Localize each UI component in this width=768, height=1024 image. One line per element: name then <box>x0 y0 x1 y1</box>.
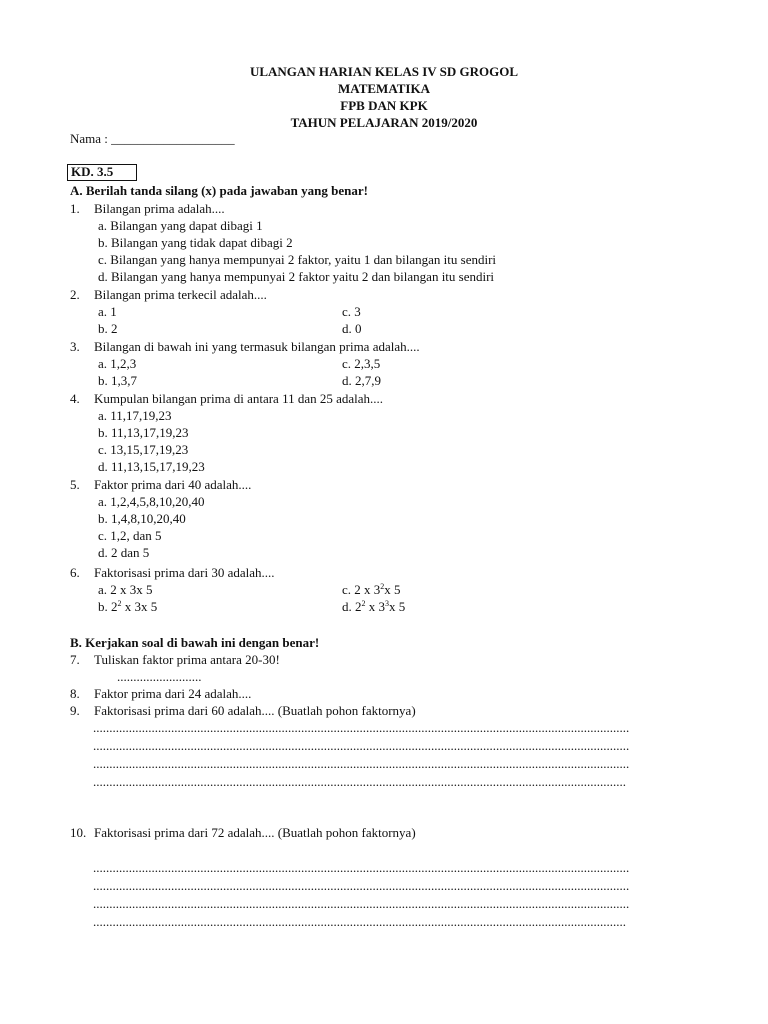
q5-text: Faktor prima dari 40 adalah.... <box>94 477 252 492</box>
q7-text: Tuliskan faktor prima antara 20-30! <box>94 652 280 667</box>
q5-option-b: b. 1,4,8,10,20,40 <box>98 511 186 526</box>
q3-option-d: d. 2,7,9 <box>342 373 381 388</box>
q10-answer-line-4: .................................................................................................................................................................... <box>93 914 626 929</box>
q1-option-a: a. Bilangan yang dapat dibagi 1 <box>98 218 263 233</box>
q9-number: 9. <box>70 703 80 718</box>
q6-b-post: x 3x 5 <box>121 599 158 614</box>
q4-option-b: b. 11,13,17,19,23 <box>98 425 189 440</box>
q1-option-b: b. Bilangan yang tidak dapat dibagi 2 <box>98 235 293 250</box>
q5-option-a: a. 1,2,4,5,8,10,20,40 <box>98 494 205 509</box>
q6-option-d <box>342 599 405 615</box>
kd-label: KD. 3.5 <box>71 164 114 179</box>
q6-b-pre: b. 2 <box>98 599 118 614</box>
q6-b-exp: 2 <box>117 599 122 608</box>
q6-c-exp: 2 <box>380 582 385 591</box>
nama-field: Nama : ___________________ <box>70 131 235 146</box>
q3-option-b: b. 1,3,7 <box>98 373 137 388</box>
q9-text: Faktorisasi prima dari 60 adalah.... (Buatlah pohon faktornya) <box>94 703 416 718</box>
q6-d-post: x 5 <box>389 599 406 614</box>
q3-text: Bilangan di bawah ini yang termasuk bilangan prima adalah.... <box>94 339 420 354</box>
q6-c-pre: c. 2 x 3 <box>342 582 381 597</box>
section-a-title: A. Berilah tanda silang (x) pada jawaban yang benar! <box>70 183 368 198</box>
q6-number: 6. <box>70 565 80 580</box>
q3-option-a: a. 1,2,3 <box>98 356 137 371</box>
q6-d-mid: x 3 <box>365 599 385 614</box>
section-b-title: B. Kerjakan soal di bawah ini dengan benar! <box>70 635 320 650</box>
q10-number: 10. <box>70 825 87 840</box>
q6-c-post: x 5 <box>384 582 401 597</box>
q1-option-c: c. Bilangan yang hanya mempunyai 2 faktor, yaitu 1 dan bilangan itu sendiri <box>98 252 497 267</box>
q10-answer-line-1: ..................................................................................................................................................................... <box>93 860 630 875</box>
q6-d-pre: d. 2 <box>342 599 362 614</box>
q9-answer-line-1: ..................................................................................................................................................................... <box>93 720 630 735</box>
q10-text: Faktorisasi prima dari 72 adalah.... (Buatlah pohon faktornya) <box>94 825 416 840</box>
q10-answer-line-2: ..................................................................................................................................................................... <box>93 878 630 893</box>
q2-option-c: c. 3 <box>342 304 361 319</box>
title-line-3: FPB DAN KPK <box>340 98 428 113</box>
q7-number: 7. <box>70 652 80 667</box>
q6-d-exp2: 3 <box>385 599 389 608</box>
q6-option-c <box>342 582 401 598</box>
q6-d-exp1: 2 <box>361 599 366 608</box>
kd-box <box>67 164 137 181</box>
q4-number: 4. <box>70 391 80 406</box>
q6-option-a: a. 2 x 3x 5 <box>98 582 153 597</box>
q5-option-d: d. 2 dan 5 <box>98 545 150 560</box>
q5-option-c: c. 1,2, dan 5 <box>98 528 162 543</box>
title-line-2: MATEMATIKA <box>338 81 430 96</box>
q3-number: 3. <box>70 339 80 354</box>
q7-answer-line: .......................... <box>117 669 202 684</box>
q4-text: Kumpulan bilangan prima di antara 11 dan 25 adalah.... <box>94 391 384 406</box>
q8-number: 8. <box>70 686 80 701</box>
q2-option-a: a. 1 <box>98 304 117 319</box>
q9-answer-line-4: .................................................................................................................................................................... <box>93 774 626 789</box>
q1-option-d: d. Bilangan yang hanya mempunyai 2 faktor yaitu 2 dan bilangan itu sendiri <box>98 269 495 284</box>
q6-text: Faktorisasi prima dari 30 adalah.... <box>94 565 275 580</box>
title-line-4: TAHUN PELAJARAN 2019/2020 <box>290 115 478 130</box>
q3-option-c: c. 2,3,5 <box>342 356 381 371</box>
title-line-1: ULANGAN HARIAN KELAS IV SD GROGOL <box>249 64 519 79</box>
q4-option-a: a. 11,17,19,23 <box>98 408 172 423</box>
q1-text: Bilangan prima adalah.... <box>94 201 225 216</box>
q10-answer-line-3: ..................................................................................................................................................................... <box>93 896 630 911</box>
q2-option-d: d. 0 <box>342 321 362 336</box>
q2-text: Bilangan prima terkecil adalah.... <box>94 287 267 302</box>
q2-number: 2. <box>70 287 80 302</box>
q9-answer-line-3: ..................................................................................................................................................................... <box>93 756 630 771</box>
q9-answer-line-2: ..................................................................................................................................................................... <box>93 738 630 753</box>
q4-option-d: d. 11,13,15,17,19,23 <box>98 459 205 474</box>
q6-option-b <box>98 599 157 615</box>
q5-number: 5. <box>70 477 80 492</box>
q2-option-b: b. 2 <box>98 321 118 336</box>
q1-number: 1. <box>70 201 80 216</box>
q8-text: Faktor prima dari 24 adalah.... <box>94 686 252 701</box>
q4-option-c: c. 13,15,17,19,23 <box>98 442 189 457</box>
